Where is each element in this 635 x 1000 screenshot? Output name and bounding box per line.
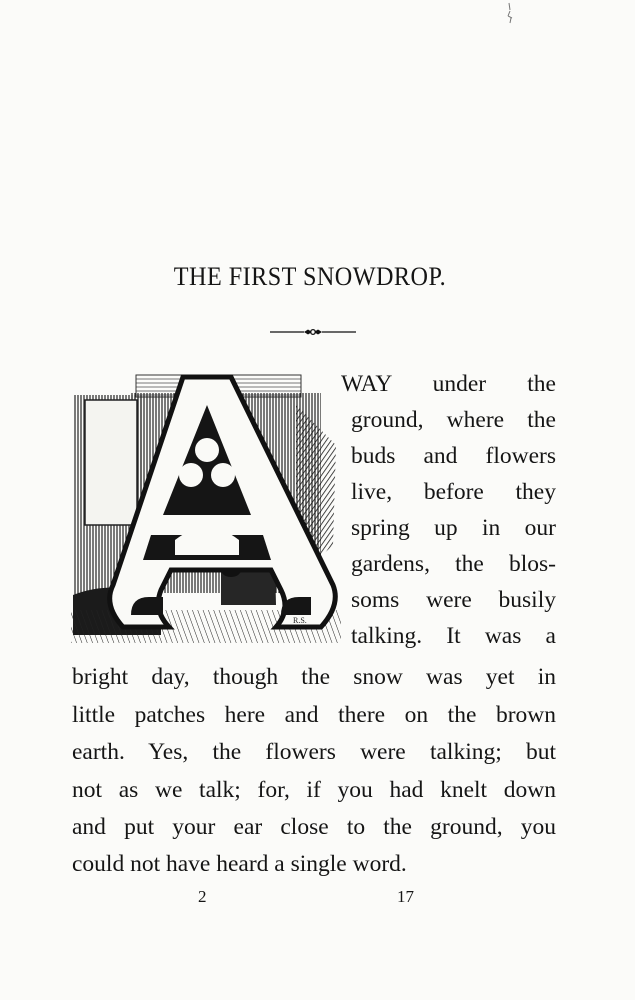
text-line: not as we talk; for, if you had knelt down xyxy=(72,777,556,803)
page-number: 17 xyxy=(397,887,414,906)
text-line: bright day, though the snow was yet in xyxy=(72,664,556,690)
text-line: little patches here and there on the brown xyxy=(72,702,556,728)
text-line: buds and flowers xyxy=(351,443,556,469)
corner-ink-mark xyxy=(503,2,517,24)
text-line: earth. Yes, the flowers were talking; but xyxy=(72,739,556,765)
text-line: spring up in our xyxy=(351,515,556,541)
text-line: soms were busily xyxy=(351,587,556,613)
text-line: WAY under the xyxy=(341,371,556,397)
text-line: live, before they xyxy=(351,479,556,505)
title-ornament-rule xyxy=(270,326,356,338)
text-line: talking. It was a xyxy=(351,623,556,649)
signature-mark: 2 xyxy=(198,887,207,906)
svg-text:R.S.: R.S. xyxy=(293,616,307,625)
text-line: and put your ear close to the ground, you xyxy=(72,814,556,840)
chapter-title: THE FIRST SNOWDROP. xyxy=(173,262,447,291)
drop-cap-illustration xyxy=(71,365,341,643)
text-line-last: could not have heard a single word. xyxy=(72,851,407,877)
text-line: ground, where the xyxy=(351,407,556,433)
text-line: gardens, the blos- xyxy=(351,551,556,577)
